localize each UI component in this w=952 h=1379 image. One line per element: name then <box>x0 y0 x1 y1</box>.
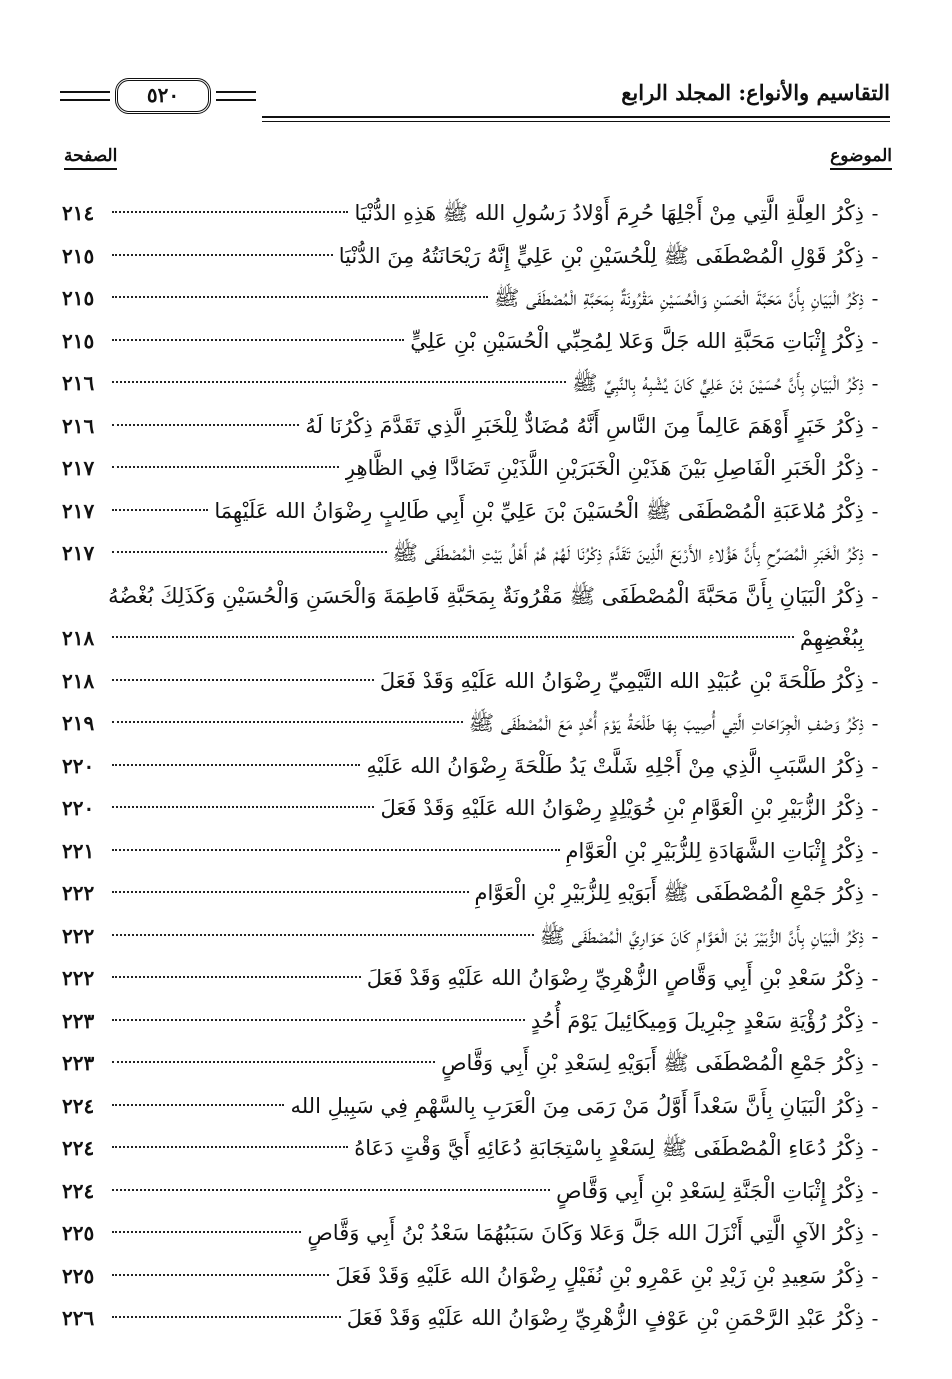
toc-entry <box>62 1170 886 1213</box>
bullet-dash: - <box>871 328 879 353</box>
bullet-dash: - <box>871 966 879 990</box>
toc-entry-title: ذِكْرُ عَبْدِ الرَّحْمَنِ بْنِ عَوْفٍ الزُّهْرِيِّ رِضْوَانُ الله عَلَيْهِ وَقَدْ فَعَلَ <box>346 1306 864 1330</box>
dot-leader <box>112 764 360 766</box>
bullet-dash: - <box>871 1306 879 1330</box>
dot-leader <box>112 806 374 808</box>
toc-entry <box>62 405 886 448</box>
toc-entry-page: ٢١٧ <box>62 456 95 480</box>
toc-entry-page: ٢١٦ <box>62 371 95 395</box>
toc-entry-page: ٢٢٢ <box>62 923 95 948</box>
dot-leader <box>112 211 348 213</box>
toc-entry <box>62 1212 886 1255</box>
dot-leader <box>112 424 299 426</box>
page-number-box <box>115 78 211 114</box>
toc-entry-title: ذِكْرُ الْبَيَانِ بِأَنَّ مَحَبَّةَ الْحَسَنِ وَالْحُسَيْنِ مَقْرُونَةٌ بِمَحَبَّةِ الْمُصْطَفَى ﷺ <box>493 286 864 310</box>
toc-entry-title: ذِكْرُ سَعْدِ بْنِ أَبِي وَقَّاصٍ الزُّهْرِيِّ رِضْوَانُ الله عَلَيْهِ وَقَدْ فَعَلَ <box>366 966 864 990</box>
running-title: التقاسيم والأنواع: المجلد الرابع <box>621 80 890 105</box>
dot-leader <box>112 976 361 978</box>
header-rule <box>262 116 890 122</box>
toc-entry-line <box>62 617 886 660</box>
toc-entry-page: ٢٢٤ <box>62 1136 95 1160</box>
toc-entry <box>62 1255 886 1298</box>
toc-entry-page: ٢١٤ <box>62 201 95 225</box>
dot-leader <box>112 721 463 723</box>
toc-entry <box>62 702 886 745</box>
toc-entry-title: ذِكْرُ وَصْفِ الْجِرَاحَاتِ الَّتِي أُصِيبَ بِهَا طَلْحَةُ يَوْمَ أُحُدٍ مَعَ الْمُصْطَفَى ﷺ <box>468 711 864 735</box>
bullet-dash: - <box>871 371 879 395</box>
toc-entry-page: ٢٢٢ <box>62 966 95 990</box>
bullet-dash: - <box>871 456 879 480</box>
dot-leader <box>112 509 208 511</box>
dot-leader <box>112 551 387 553</box>
table-of-contents <box>62 192 886 1340</box>
toc-entry-page: ٢٢٥ <box>62 1221 95 1245</box>
dot-leader <box>112 1061 435 1063</box>
bullet-dash: - <box>871 1221 879 1245</box>
toc-entry-page: ٢١٧ <box>62 541 95 565</box>
toc-entry-title: ذِكْرُ الْبَيَانِ بِأَنَّ مَحَبَّةَ الْمُصْطَفَى ﷺ مَقْرُونَةٌ بِمَحَبَّةِ فَاطِمَةَ وَالْحَسَنِ وَالْحُسَيْنِ وَكَذَلِكَ بُغْضُهُ <box>108 583 864 608</box>
toc-entry <box>62 320 886 363</box>
toc-entry-page: ٢١٨ <box>62 626 95 650</box>
toc-entry-page: ٢١٧ <box>62 498 95 523</box>
toc-entry <box>62 490 886 533</box>
toc-entry-page: ٢١٦ <box>62 413 95 438</box>
dot-leader <box>112 679 374 681</box>
toc-entry <box>62 915 886 958</box>
dot-leader <box>112 466 339 468</box>
bullet-dash: - <box>871 1136 879 1160</box>
toc-entry-title: ذِكْرُ إِثْبَاتِ مَحَبَّةِ الله جَلَّ وَعَلا لِمُحِبِّي الْحُسَيْنِ بْنِ عَلِيٍّ <box>410 328 864 353</box>
toc-entry-page: ٢١٨ <box>62 668 95 693</box>
bullet-dash: - <box>871 1093 879 1118</box>
toc-entry-title: ذِكْرُ السَّبَبِ الَّذِي مِنْ أَجْلِهِ شَلَّتْ يَدُ طَلْحَةَ رِضْوَانُ الله عَلَيْهِ <box>366 753 864 778</box>
toc-entry <box>62 575 886 660</box>
toc-entry-page: ٢٢٠ <box>62 753 95 778</box>
dot-leader <box>112 1104 284 1106</box>
dot-leader <box>112 891 469 893</box>
toc-entry-title: ذِكْرُ الزُّبَيْرِ بْنِ الْعَوَّامِ بْنِ خُوَيْلِدٍ رِضْوَانُ الله عَلَيْهِ وَقَدْ فَعَلَ <box>380 796 864 820</box>
toc-entry-title: ذِكْرُ الْخَبَرِ الْفَاصِلِ بَيْنَ هَذَيْنِ الْخَبَرَيْنِ اللَّذَيْنِ تَضَادَّا فِي الظَّاهِرِ <box>344 456 864 480</box>
toc-entry <box>62 1042 886 1085</box>
bullet-dash: - <box>871 796 879 820</box>
toc-entry-title: ذِكْرُ مُلاعَبَةِ الْمُصْطَفَى ﷺ الْحُسَيْنَ بْنَ عَلِيِّ بْنِ أَبِي طَالِبٍ رِضْوَانُ الله عَلَيْهِمَا <box>214 498 864 523</box>
toc-entry <box>62 1085 886 1128</box>
dot-leader <box>112 636 794 638</box>
dot-leader <box>112 296 488 298</box>
toc-entry-title: ذِكْرُ قَوْلِ الْمُصْطَفَى ﷺ لِلْحُسَيْنِ بْنِ عَلِيٍّ إِنَّهُ رَيْحَانَتُهُ مِنَ الدُّنْيَا <box>338 243 864 268</box>
bullet-dash: - <box>871 711 879 735</box>
toc-entry-page: ٢١٥ <box>62 243 95 268</box>
toc-entry-page: ٢١٩ <box>62 711 95 735</box>
toc-entry-page: ٢٢٤ <box>62 1093 95 1118</box>
toc-entry-page: ٢٢٢ <box>62 881 95 905</box>
toc-entry-page: ٢٢٦ <box>62 1306 95 1330</box>
dot-leader <box>112 1231 301 1233</box>
dot-leader <box>112 381 566 383</box>
dot-leader <box>112 934 534 936</box>
toc-entry <box>62 745 886 788</box>
bullet-dash: - <box>871 838 879 863</box>
header-ornament-right <box>216 91 256 101</box>
toc-entry-page: ٢١٥ <box>62 328 95 353</box>
column-headings <box>64 146 892 176</box>
toc-entry <box>62 872 886 915</box>
bullet-dash: - <box>871 753 879 778</box>
toc-entry <box>62 787 886 830</box>
toc-entry-page: ٢٢١ <box>62 838 95 863</box>
bullet-dash: - <box>871 286 879 310</box>
page-number: ٥٢٠ <box>146 83 180 107</box>
toc-entry <box>62 830 886 873</box>
toc-entry-page: ٢٢٣ <box>62 1008 95 1033</box>
toc-entry-title: ذِكْرُ جَمْعِ الْمُصْطَفَى ﷺ أَبَوَيْهِ لِلزُّبَيْرِ بْنِ الْعَوَّامِ <box>474 881 864 905</box>
dot-leader <box>112 849 560 851</box>
toc-entry-title: ذِكْرُ الْبَيَانِ بِأَنَّ سَعْداً أَوَّلُ مَنْ رَمَى مِنَ الْعَرَبِ بِالسَّهْمِ فِي سَبِيلِ الله <box>290 1093 864 1118</box>
dot-leader <box>112 1019 525 1021</box>
bullet-dash: - <box>871 1178 879 1203</box>
toc-entry-title: ذِكْرُ طَلْحَةَ بْنِ عُبَيْدِ الله التَّيْمِيِّ رِضْوَانُ الله عَلَيْهِ وَقَدْ فَعَلَ <box>379 668 864 693</box>
dot-leader <box>112 1146 348 1148</box>
dot-leader <box>112 1189 550 1191</box>
toc-entry <box>62 532 886 575</box>
toc-entry <box>62 192 886 235</box>
toc-entry-title: ذِكْرُ رُؤْيَةِ سَعْدٍ جِبْرِيلَ وَمِيكَائِيلَ يَوْمَ أُحُدٍ <box>530 1008 864 1033</box>
toc-entry-title: ذِكْرُ جَمْعِ الْمُصْطَفَى ﷺ أَبَوَيْهِ لِسَعْدِ بْنِ أَبِي وَقَّاصٍ <box>441 1051 864 1075</box>
toc-entry <box>62 235 886 278</box>
toc-entry-title: ذِكْرُ الآيِ الَّتِي أَنْزَلَ الله جَلَّ وَعَلا وَكَانَ سَبَبُهُمَا سَعْدُ بْنُ أَبِي وَقَّاصٍ <box>307 1221 864 1245</box>
toc-entry <box>62 277 886 320</box>
bullet-dash: - <box>871 668 879 693</box>
dot-leader <box>112 1316 341 1318</box>
dot-leader <box>112 254 333 256</box>
toc-entry-title: ذِكْرُ العِلَّةِ الَّتِي مِنْ أَجْلِهَا حُرِمَ أَوْلادُ رَسُولِ الله ﷺ هَذِهِ الدُّنْيَا <box>354 201 864 225</box>
toc-entry-title: ذِكْرُ الْخَبَرِ الْمُصَرِّحِ بِأَنَّ هَؤُلاءِ الأَرْبَعَ الَّذِينَ تَقَدَّمَ ذِكْرُنَا لَهُمْ هُمْ أَهْلُ بَيْتِ الْمُصْطَفَى ﷺ <box>392 541 864 565</box>
toc-entry-title: ذِكْرُ دُعَاءِ الْمُصْطَفَى ﷺ لِسَعْدٍ بِاسْتِجَابَةِ دُعَائِهِ أَيَّ وَقْتٍ دَعَاهُ <box>354 1136 864 1160</box>
toc-entry <box>62 957 886 1000</box>
page-column-heading: الصفحة <box>64 146 117 170</box>
bullet-dash: - <box>871 1008 879 1033</box>
bullet-dash: - <box>871 201 879 225</box>
toc-entry-page: ٢٢٤ <box>62 1178 95 1203</box>
toc-entry <box>62 1000 886 1043</box>
page-header <box>60 72 890 122</box>
toc-entry-title: ذِكْرُ إِثْبَاتِ الْجَنَّةِ لِسَعْدِ بْنِ أَبِي وَقَّاصٍ <box>556 1178 864 1203</box>
toc-entry <box>62 1297 886 1340</box>
toc-entry-title: ذِكْرُ الْبَيَانِ بِأَنَّ حُسَيْنَ بْنَ عَلِيٍّ كَانَ يُشْبِهُ بِالنَّبِيِّ ﷺ <box>572 371 864 395</box>
toc-entry <box>62 362 886 405</box>
bullet-dash: - <box>871 1051 879 1075</box>
toc-entry-title-continuation: بِبُغْضِهِمْ <box>799 626 864 650</box>
bullet-dash: - <box>871 881 879 905</box>
toc-entry-page: ٢٢٣ <box>62 1051 95 1075</box>
bullet-dash: - <box>871 923 879 948</box>
dot-leader <box>112 1274 329 1276</box>
bullet-dash: - <box>871 1263 879 1288</box>
bullet-dash: - <box>871 498 879 523</box>
toc-entry-title: ذِكْرُ الْبَيَانِ بِأَنَّ الزُّبَيْرَ بْنَ الْعَوَّامِ كَانَ حَوَارِيَّ الْمُصْطَفَى ﷺ <box>539 923 864 948</box>
toc-entry-page: ٢٢٠ <box>62 796 95 820</box>
toc-entry <box>62 1127 886 1170</box>
toc-entry-title: ذِكْرُ خَبَرٍ أَوْهَمَ عَالِماً مِنَ النَّاسِ أَنَّهُ مُضَادٌّ لِلْخَبَرِ الَّذِي تَقَدَّمَ ذِكْرُنَا لَهُ <box>305 413 864 438</box>
dot-leader <box>112 339 404 341</box>
toc-entry-title: ذِكْرُ إِثْبَاتِ الشَّهَادَةِ لِلزُّبَيْرِ بْنِ الْعَوَّامِ <box>565 838 864 863</box>
toc-entry-title: ذِكْرُ سَعِيدِ بْنِ زَيْدِ بْنِ عَمْرِو بْنِ نُفَيْلٍ رِضْوَانُ الله عَلَيْهِ وَقَدْ فَعَلَ <box>335 1263 864 1288</box>
bullet-dash: - <box>871 243 879 268</box>
toc-entry <box>62 660 886 703</box>
bullet-dash: - <box>871 413 879 438</box>
toc-entry-line <box>62 575 886 618</box>
toc-entry-page: ٢١٥ <box>62 286 95 310</box>
subject-column-heading: الموضوع <box>830 146 892 170</box>
toc-entry-page: ٢٢٥ <box>62 1263 95 1288</box>
header-ornament-left <box>60 91 110 101</box>
bullet-dash: - <box>871 583 879 608</box>
toc-entry <box>62 447 886 490</box>
bullet-dash: - <box>871 541 879 565</box>
